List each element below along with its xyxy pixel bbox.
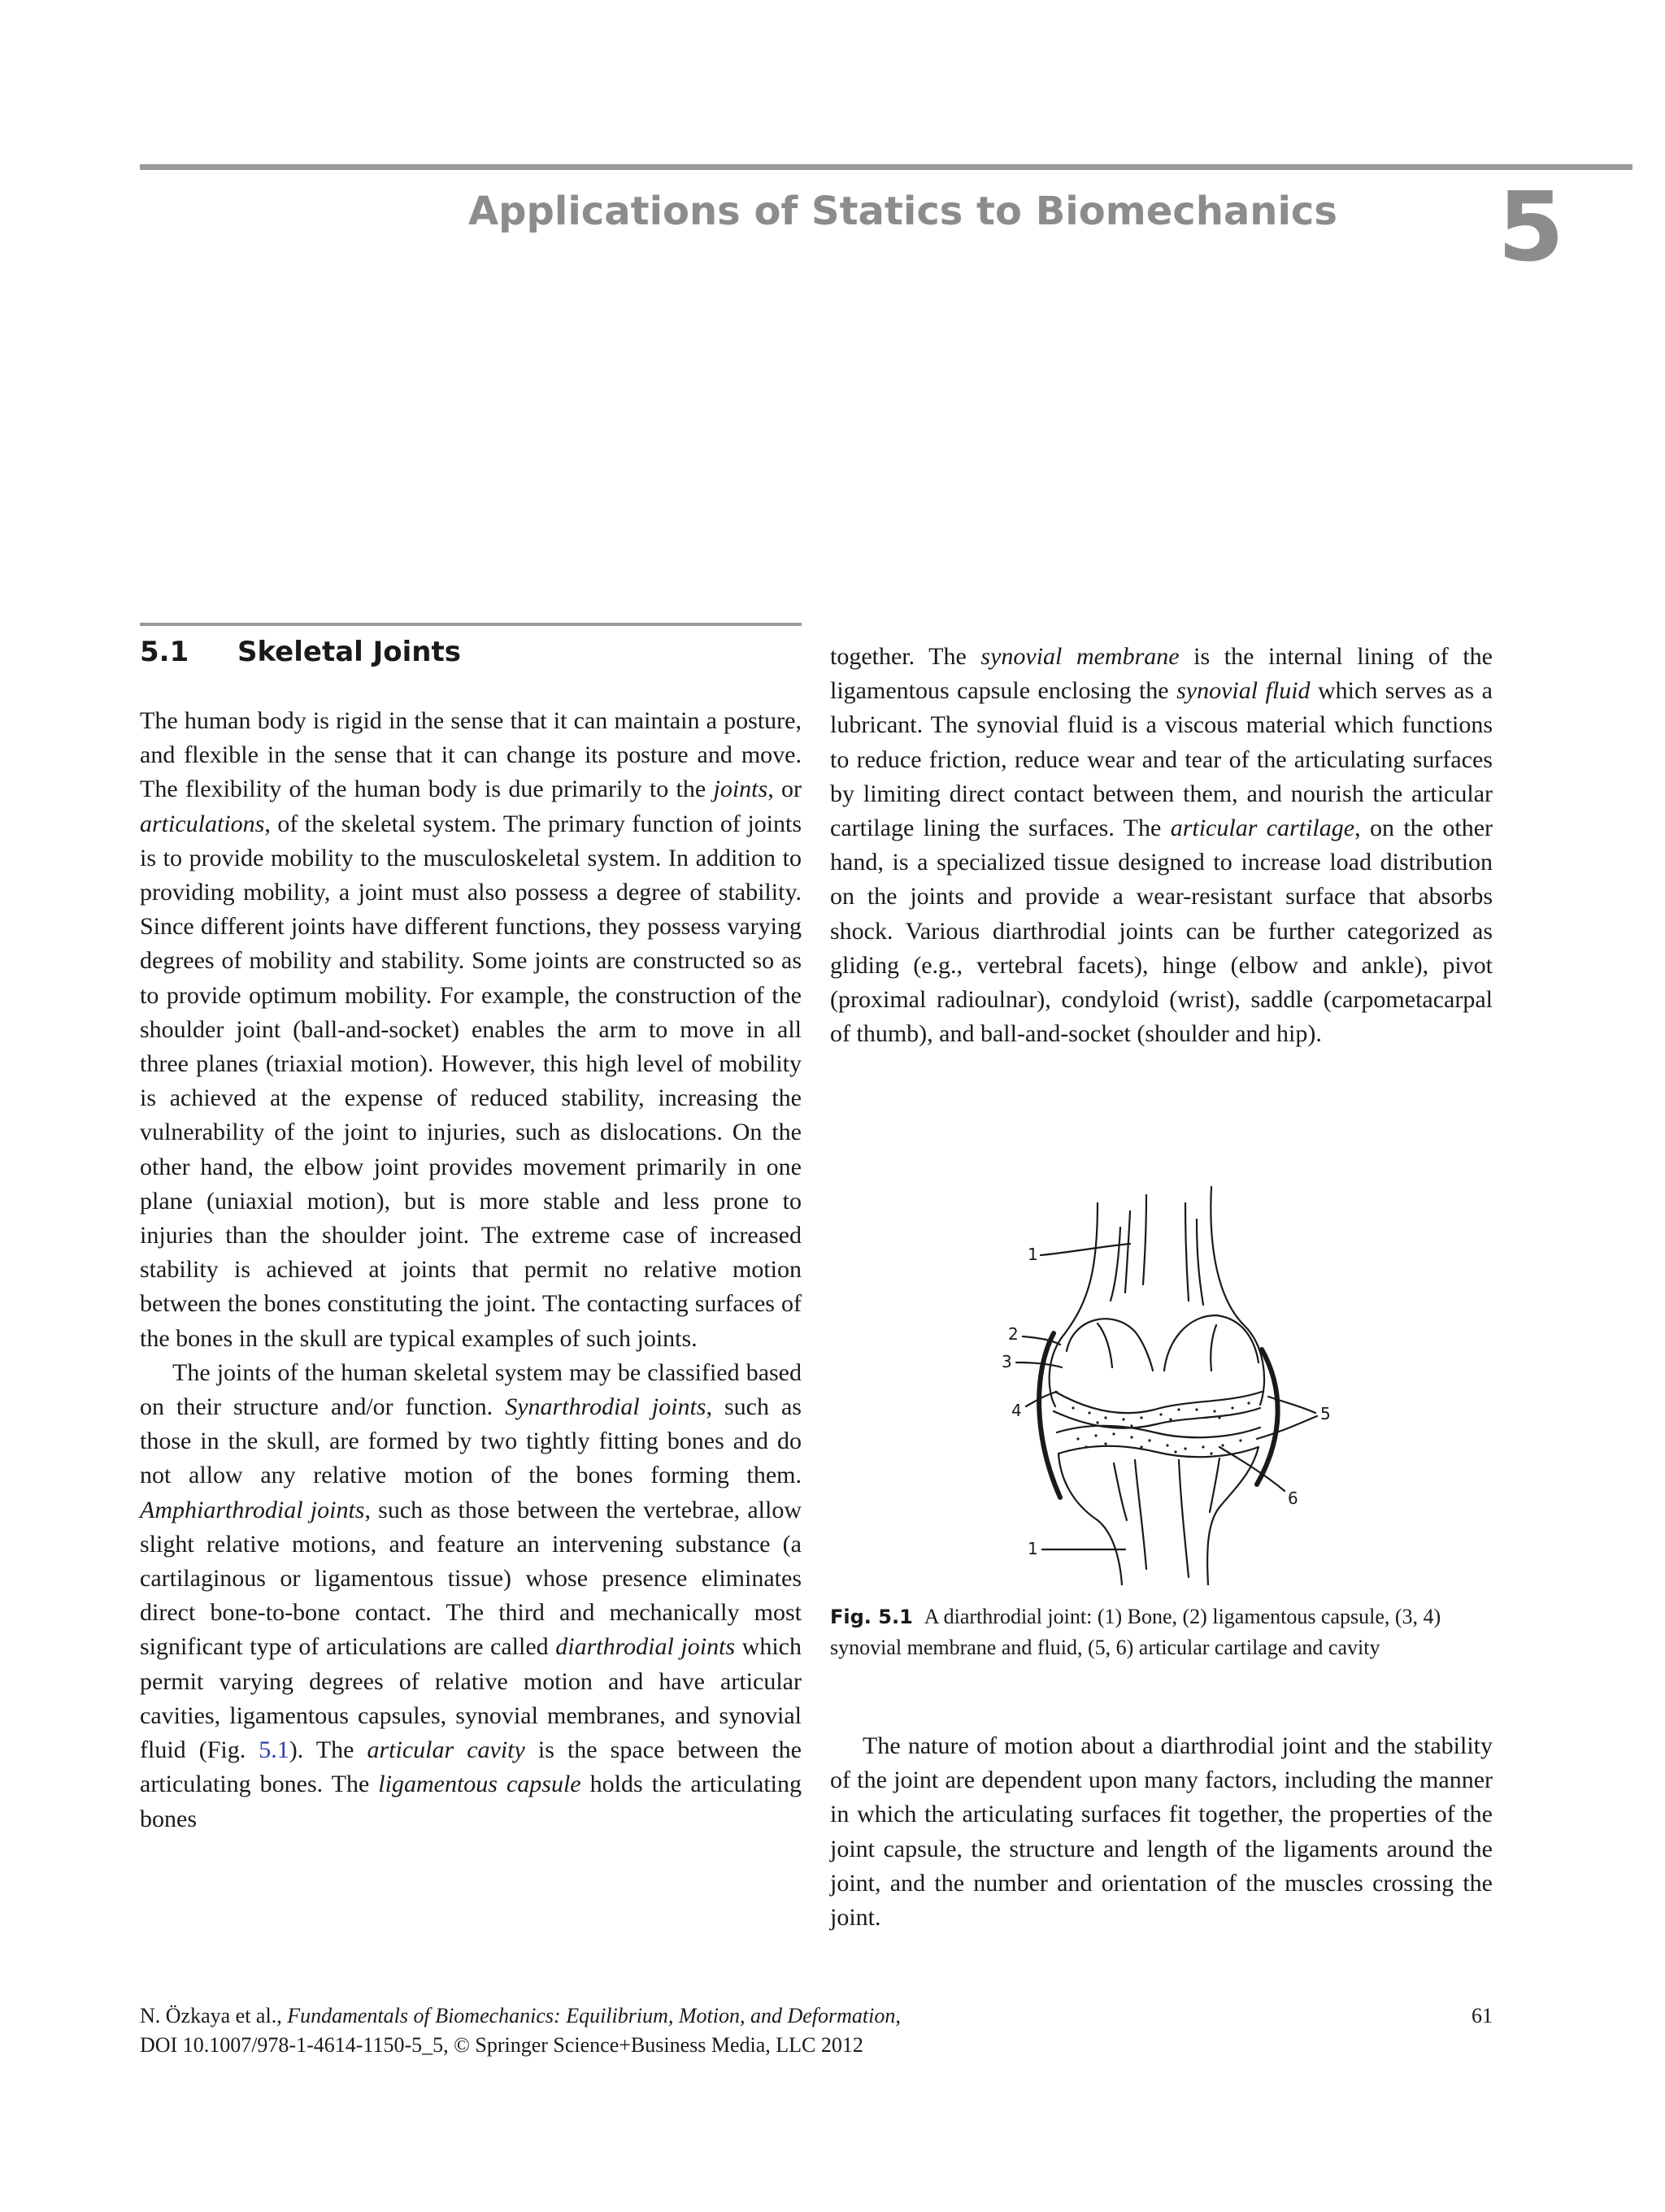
citation-line-2: DOI 10.1007/978-1-4614-1150-5_5, © Springer Science+Business Media, LLC 2012: [140, 2033, 863, 2057]
text-run: is the space between the articulating bones. The: [140, 1736, 802, 1798]
left-paragraph-2: [140, 1356, 802, 1836]
capsule-right: [1257, 1349, 1278, 1484]
figure-caption-text: A diarthrodial joint: (1) Bone, (2) ligamentous capsule, (3, 4) synovial membrane and fluid, (5, 6) articular cartilage and cavity: [830, 1605, 1441, 1659]
italic-term: articulations: [140, 810, 265, 837]
text-run: together. The: [830, 643, 981, 670]
italic-term: synovial fluid: [1176, 677, 1311, 705]
right-paragraph-2: [830, 1729, 1493, 1935]
text-run: , of the skeletal system. The primary function of joints is to provide mobility to the musculoskeletal system. In addition to providing mobility, a joint must also possess a degree of stability. Since different joints have different functions, they possess varying degrees of mobility and stability. Some joints are constructed so as to provide optimum mobility. For example, the construction of the shoulder joint (ball-and-socket) enables the arm to move in all three planes (triaxial motion). However, this high level of mobility is achieved at the expense of reduced stability, increasing the vulnerability of the joint to injuries, such as dislocations. On the other hand, the elbow joint provides movement primarily in one plane (uniaxial motion), but is more stable and less prone to injuries than the shoulder joint. The extreme case of increased stability is achieved at joints that permit no relative motion between the bones constituting the joint. The contacting surfaces of the bones in the skull are typical examples of such joints.: [140, 810, 802, 1352]
italic-term: synovial membrane: [980, 643, 1180, 670]
text-run: which permit varying degrees of relative motion and have articular cavities, ligamentous capsules, synovial membranes, and synovial fluid (Fig.: [140, 1633, 802, 1764]
text-run: which serves as a lubricant. The synovial fluid is a viscous material which functions to reduce friction, reduce wear and tear of the articulating surfaces by limiting direct contact between them, and nourish the articular cartilage lining the surfaces. The: [830, 677, 1493, 842]
text-run: , such as those in the skull, are formed by two tightly fitting bones and do not allow any relative motion of the bones forming them.: [140, 1393, 802, 1489]
lower-bone-left-outline: [1059, 1454, 1122, 1585]
label-1-bottom: 1: [1028, 1539, 1038, 1558]
right-paragraph-1: [830, 640, 1493, 1051]
italic-term: articular cartilage: [1170, 815, 1355, 842]
label-1-top: 1: [1028, 1245, 1038, 1264]
section-heading: [140, 636, 461, 668]
left-column: [140, 704, 802, 1836]
left-paragraph-1: [140, 704, 802, 1356]
italic-term: ligamentous capsule: [378, 1771, 581, 1798]
italic-term: Synarthrodial joints: [505, 1393, 706, 1421]
figure-caption: [830, 1601, 1505, 1663]
figure-reference-link[interactable]: 5.1: [259, 1736, 289, 1764]
right-column-top: [830, 640, 1493, 1051]
lower-cartilage: [1057, 1426, 1260, 1438]
text-run: The joints of the human skeletal system may be classified based on their structure and/or function.: [140, 1358, 802, 1421]
text-run: , or: [767, 776, 802, 803]
page-footer: [140, 2001, 1493, 2060]
page-number: 61: [1472, 2004, 1493, 2027]
section-title: Skeletal Joints: [237, 636, 462, 668]
italic-term: diarthrodial joints: [555, 1633, 736, 1661]
label-5: 5: [1320, 1404, 1331, 1423]
text-run: ). The: [289, 1736, 367, 1764]
text-run: The human body is rigid in the sense that it can maintain a posture, and flexible in the sense that it can change its posture and move. The flexibility of the human body is due primarily to the: [140, 707, 802, 803]
upper-cartilage: [1055, 1392, 1262, 1413]
text-run: The nature of motion about a diarthrodial joint and the stability of the joint are dependent upon many factors, including the manner in which the articulating surfaces fit together, the properties of the joint capsule, the structure and length of the ligaments around the joint, and the number and orientation of the muscles crossing the joint.: [830, 1732, 1493, 1932]
figure-caption-label: Fig. 5.1: [830, 1606, 913, 1628]
label-6: 6: [1288, 1488, 1298, 1508]
upper-bone-right-outline: [1211, 1187, 1264, 1405]
capsule-left: [1039, 1333, 1060, 1497]
citation-line-1: [140, 2001, 1493, 2031]
chapter-title: Applications of Statics to Biomechanics: [468, 189, 1337, 234]
text-run: , such as those between the vertebrae, allow slight relative motions, and feature an intervening substance (a cartilaginous or ligamentous tissue) whose presence eliminates direct bone-to-bone contact. The third and mechanically most significant type of articulations are called: [140, 1496, 802, 1661]
text-run: holds the articulating bones: [140, 1771, 802, 1832]
joint-illustration: [976, 1179, 1350, 1585]
italic-term: joints: [713, 776, 768, 803]
citation-book-title: Fundamentals of Biomechanics: Equilibrium, Motion, and Deformation: [287, 2004, 896, 2027]
right-column-bottom: [830, 1729, 1493, 1935]
citation-comma: ,: [895, 2004, 901, 2027]
label-3: 3: [1002, 1352, 1012, 1371]
upper-bone-left-outline: [1050, 1203, 1098, 1406]
lower-bone-right-outline: [1207, 1447, 1259, 1585]
figure-diarthrodial-joint: [976, 1179, 1350, 1585]
section-rule: [140, 623, 802, 626]
text-run: , on the other hand, is a specialized tissue designed to increase load distribution on the joints and provide a wear-resistant surface that absorbs shock. Various diarthrodial joints can be further categorized as gliding (e.g., vertebral facets), hinge (elbow and ankle), pivot (proximal radioulnar), condyloid (wrist), saddle (carpometacarpal of thumb), and ball-and-socket (shoulder and hip).: [830, 815, 1493, 1048]
citation-authors: N. Özkaya et al.,: [140, 2004, 288, 2027]
chapter-top-rule: [140, 164, 1632, 170]
italic-term: articular cavity: [367, 1736, 525, 1764]
label-4: 4: [1011, 1401, 1022, 1420]
section-number: 5.1: [140, 636, 189, 668]
text-run: is the internal lining of the ligamentous capsule enclosing the: [830, 643, 1493, 705]
italic-term: Amphiarthrodial joints: [140, 1496, 365, 1523]
chapter-number: 5: [1498, 171, 1565, 283]
label-2: 2: [1008, 1324, 1019, 1344]
